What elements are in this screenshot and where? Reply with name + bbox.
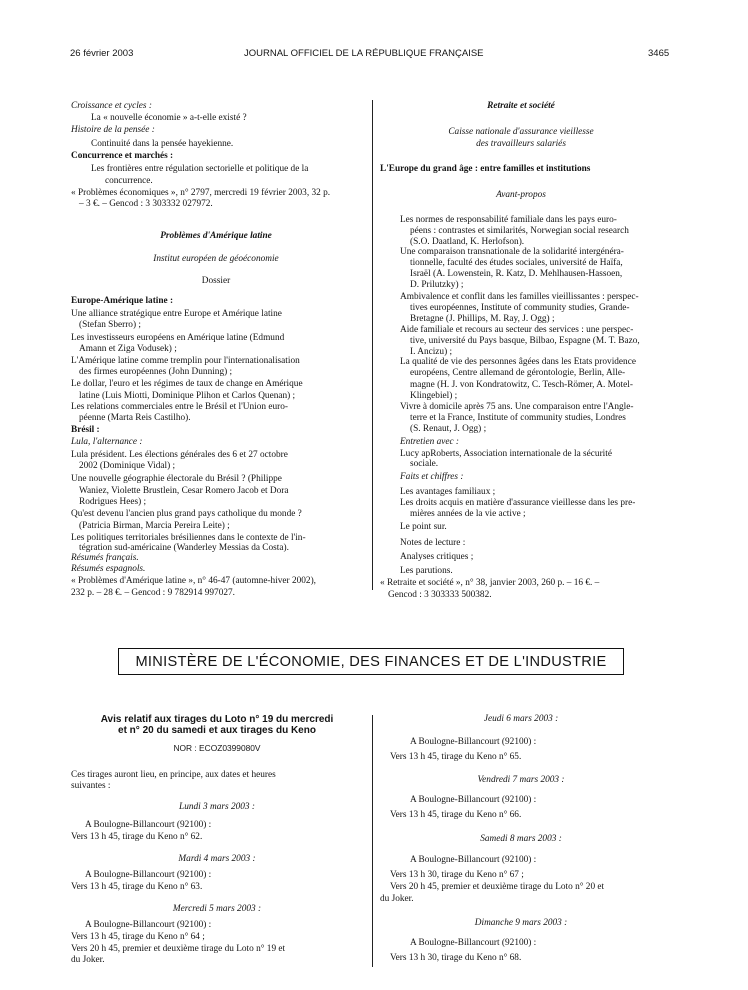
text-line: « Problèmes économiques », n° 2797, mercredi 19 février 2003, 32 p. [71, 188, 331, 198]
text-line: des travailleurs salariés [476, 139, 566, 149]
text-line: Ambivalence et conflit dans les familles vieillissantes : perspec- [400, 292, 639, 302]
text-line: des firmes européennes (John Dunning) ; [79, 367, 233, 377]
ministry-banner: MINISTÈRE DE L'ÉCONOMIE, DES FINANCES ET DE L'INDUSTRIE [118, 648, 624, 675]
text-line: Dossier [201, 276, 231, 286]
text-line: 232 p. – 28 €. – Gencod : 9 782914 997027. [71, 588, 235, 598]
text-line: Vers 13 h 45, tirage du Keno n° 65. [390, 752, 522, 762]
column-divider-top [372, 100, 373, 590]
text-line: I. Ancizu) ; [410, 347, 453, 357]
text-line: latine (Luis Miotti, Dominique Plihon et Carlos Quenan) ; [79, 391, 296, 401]
text-line: tionnelle, faculté des études sociales, université de Haïfa, [410, 258, 623, 268]
header-date: 26 février 2003 [70, 48, 134, 59]
text-line: Vendredi 7 mars 2003 : [477, 775, 565, 785]
text-line: NOR : ECOZ0399080V [173, 743, 261, 753]
text-line: Résumés français. [71, 553, 139, 563]
text-line: Les avantages familiaux ; [400, 487, 496, 497]
text-line: terre et la France, Institute of community studies, Londres [410, 413, 626, 423]
text-line: Les relations commerciales entre le Brésil et l'Union euro- [71, 402, 288, 412]
text-line: « Problèmes d'Amérique latine », n° 46-47 (automne-hiver 2002), [71, 576, 316, 586]
text-line: L'Europe du grand âge : entre familles et institutions [380, 164, 591, 174]
text-line: Problèmes d'Amérique latine [160, 231, 272, 241]
text-line: A Boulogne-Billancourt (92100) : [410, 737, 537, 747]
text-line: A Boulogne-Billancourt (92100) : [85, 820, 212, 830]
text-line: Les politiques territoriales brésiliennes dans le contexte de l'in- [71, 533, 306, 543]
text-line: Lula président. Les élections générales des 6 et 27 octobre [71, 450, 288, 460]
text-line: mières années de la vie active ; [410, 509, 526, 519]
text-line: Qu'est devenu l'ancien plus grand pays catholique du monde ? [71, 509, 302, 519]
text-line: Résumés espagnols. [71, 564, 146, 574]
text-line: Dimanche 9 mars 2003 : [474, 918, 568, 928]
text-line: magne (H. J. von Kondratowitz, C. Tesch-Römer, A. Motel- [410, 380, 633, 390]
text-line: Les normes de responsabilité familiale dans les pays euro- [400, 215, 617, 225]
text-line: Jeudi 6 mars 2003 : [483, 714, 559, 724]
text-line: Ces tirages auront lieu, en principe, aux dates et heures [71, 770, 276, 780]
text-line: Histoire de la pensée : [71, 125, 155, 135]
text-line: du Joker. [71, 955, 105, 965]
text-line: (S. Renaut, J. Ogg) ; [410, 424, 487, 434]
text-line: Le dollar, l'euro et les régimes de taux de change en Amérique [71, 379, 303, 389]
text-line: Lucy apRoberts, Association internationale de la sécurité [400, 449, 612, 459]
text-line: Avant-propos [496, 190, 546, 200]
text-line: Vers 13 h 30, tirage du Keno n° 68. [390, 953, 522, 963]
text-line: (Stefan Sberro) ; [79, 320, 141, 330]
text-line: Lula, l'alternance : [71, 437, 143, 447]
text-line: Gencod : 3 303333 500382. [388, 590, 492, 600]
text-line: sociale. [410, 459, 439, 469]
text-line: A Boulogne-Billancourt (92100) : [410, 795, 537, 805]
text-line: – 3 €. – Gencod : 3 303332 027972. [79, 199, 213, 209]
text-line: A Boulogne-Billancourt (92100) : [410, 855, 537, 865]
text-line: Vers 13 h 45, tirage du Keno n° 62. [71, 832, 203, 842]
text-line: Les investisseurs européens en Amérique latine (Edmund [71, 333, 285, 343]
text-line: L'Amérique latine comme tremplin pour l'internationalisation [71, 356, 300, 366]
text-line: Faits et chiffres : [400, 472, 464, 482]
text-line: « Retraite et société », n° 38, janvier 2003, 260 p. – 16 €. – [380, 578, 600, 588]
journal-title: JOURNAL OFFICIEL DE LA RÉPUBLIQUE FRANÇAISE [244, 48, 484, 59]
text-line: Vivre à domicile après 75 ans. Une comparaison entre l'Angle- [400, 402, 634, 412]
text-line: Analyses critiques ; [400, 552, 474, 562]
text-line: Klingebiel) ; [410, 391, 458, 401]
text-line: Bretagne (J. Phillips, M. Ray, J. Ogg) ; [410, 314, 555, 324]
column-divider-bottom [372, 715, 373, 967]
text-line: La « nouvelle économie » a-t-elle existé ? [91, 113, 247, 123]
text-line: Vers 20 h 45, premier et deuxième tirage du Loto n° 19 et [71, 944, 286, 954]
text-line: Les parutions. [400, 566, 453, 576]
text-line: Aide familiale et recours au secteur des services : une perspec- [400, 325, 634, 335]
text-line: A Boulogne-Billancourt (92100) : [410, 938, 537, 948]
text-line: concurrence. [105, 176, 153, 186]
text-line: Une nouvelle géographie électorale du Brésil ? (Philippe [71, 474, 282, 484]
text-line: Israël (A. Lowenstein, R. Katz, D. Mehlhausen-Hassoen, [410, 269, 623, 279]
text-line: La qualité de vie des personnes âgées dans les Etats providence [400, 357, 636, 367]
text-line: péens : contrastes et similarités, Norwegian social research [410, 226, 629, 236]
text-line: Concurrence et marchés : [71, 151, 174, 161]
text-line: Rodrigues Hees) ; [79, 497, 147, 507]
text-line: A Boulogne-Billancourt (92100) : [85, 920, 212, 930]
text-line: Lundi 3 mars 2003 : [179, 802, 255, 812]
text-line: Vers 13 h 45, tirage du Keno n° 63. [71, 882, 203, 892]
text-line: Caisse nationale d'assurance vieillesse [448, 127, 594, 137]
page-number: 3465 [648, 48, 670, 59]
text-line: tégration sud-américaine (Wanderley Messias da Costa). [79, 543, 289, 553]
text-line: Avis relatif aux tirages du Loto n° 19 du mercredi [100, 714, 334, 725]
text-line: D. Prilutzky) ; [410, 280, 464, 290]
text-line: Vers 13 h 45, tirage du Keno n° 64 ; [71, 932, 205, 942]
text-line: suivantes : [71, 781, 111, 791]
text-line: (S.O. Daatland, K. Herlofson). [410, 237, 525, 247]
text-line: 2002 (Dominique Vidal) ; [79, 461, 176, 471]
text-line: Une comparaison transnationale de la solidarité intergénéra- [400, 247, 624, 257]
text-line: Continuité dans la pensée hayekienne. [91, 139, 234, 149]
text-line: Entretien avec : [400, 437, 460, 447]
text-line: Les frontières entre régulation sectorielle et politique de la [91, 164, 309, 174]
text-line: A Boulogne-Billancourt (92100) : [85, 870, 212, 880]
text-line: Europe-Amérique latine : [71, 296, 174, 306]
text-line: Institut européen de géoéconomie [153, 254, 279, 264]
text-line: Brésil : [71, 425, 100, 435]
text-line: et n° 20 du samedi et aux tirages du Keno [118, 725, 316, 736]
text-line: Les droits acquis en matière d'assurance vieillesse dans les pre- [400, 498, 636, 508]
text-line: du Joker. [380, 894, 414, 904]
text-line: Samedi 8 mars 2003 : [480, 834, 562, 844]
text-line: européens, Centre allemand de gérontologie, Berlin, Alle- [410, 368, 626, 378]
text-line: Mercredi 5 mars 2003 : [172, 904, 262, 914]
text-line: Une alliance stratégique entre Europe et Amérique latine [71, 309, 282, 319]
text-line: Waniez, Violette Brustlein, Cesar Romero Jacob et Dora [79, 486, 289, 496]
text-line: Vers 20 h 45, premier et deuxième tirage du Loto n° 20 et [390, 882, 605, 892]
text-line: Mardi 4 mars 2003 : [178, 854, 256, 864]
text-line: Notes de lecture : [400, 538, 466, 548]
text-line: péenne (Marta Reis Castilho). [79, 413, 191, 423]
text-line: tive, université du Pays basque, Bilbao, Espagne (M. T. Bazo, [410, 336, 640, 346]
text-line: Croissance et cycles : [71, 101, 152, 111]
text-line: Vers 13 h 45, tirage du Keno n° 66. [390, 810, 522, 820]
text-line: Retraite et société [487, 101, 555, 111]
text-line: Le point sur. [400, 522, 447, 532]
text-line: (Patricia Birman, Marcia Pereira Leite) ; [79, 521, 230, 531]
text-line: tives européennes, Institute of community studies, Grande- [410, 303, 630, 313]
text-line: Amann et Ziga Vodusek) ; [79, 344, 177, 354]
text-line: Vers 13 h 30, tirage du Keno n° 67 ; [390, 870, 524, 880]
